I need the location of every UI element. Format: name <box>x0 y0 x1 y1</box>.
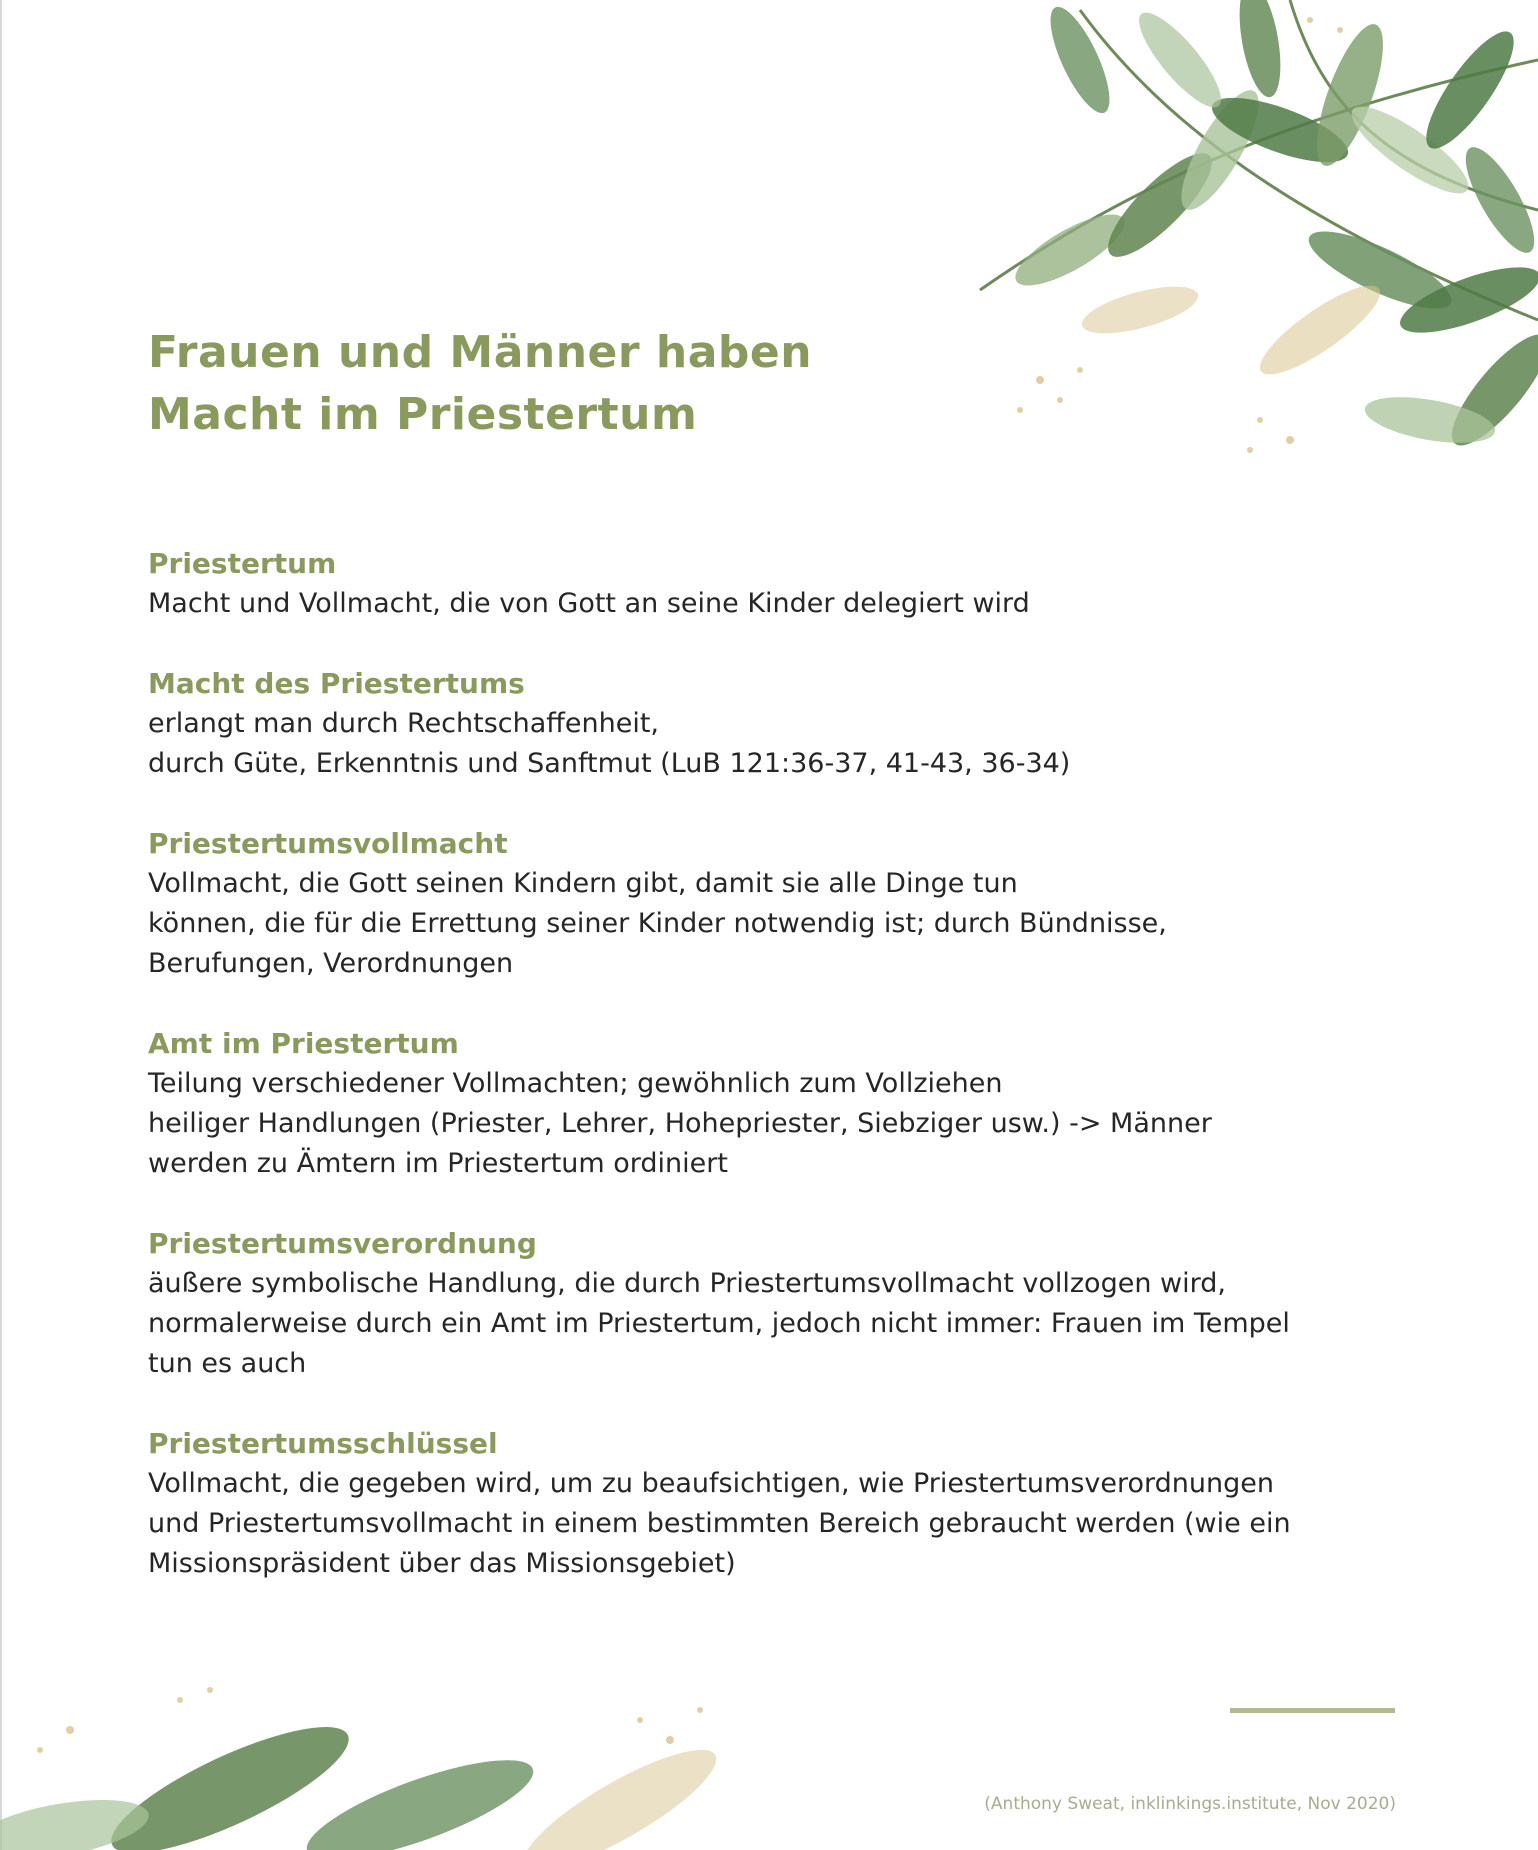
section-body-line: Macht und Vollmacht, die von Gott an seine Kinder delegiert wird <box>148 588 1030 619</box>
section-priestertumsvollmacht <box>148 824 1418 984</box>
section-body <box>148 584 1418 624</box>
section-body-line: tun es auch <box>148 1348 307 1379</box>
section-amt-im-priestertum <box>148 1024 1418 1184</box>
section-body-line: durch Güte, Erkenntnis und Sanftmut (LuB 121:36-37, 41-43, 36-34) <box>148 748 1071 779</box>
section-body-line: Missionspräsident über das Missionsgebiet) <box>148 1548 736 1579</box>
section-body-line: Berufungen, Verordnungen <box>148 948 514 979</box>
title-line-2: Macht im Priestertum <box>148 389 698 440</box>
section-priestertumsschluessel <box>148 1424 1418 1584</box>
section-heading: Macht des Priestertums <box>148 667 525 700</box>
foliage-bottom-left-illustration <box>0 1660 800 1850</box>
section-body-line: Vollmacht, die Gott seinen Kindern gibt, damit sie alle Dinge tun <box>148 868 1018 899</box>
section-body-line: Vollmacht, die gegeben wird, um zu beaufsichtigen, wie Priestertumsverordnungen <box>148 1468 1274 1499</box>
foliage-top-right-illustration <box>960 0 1538 480</box>
source-credit: (Anthony Sweat, inklinkings.institute, Nov 2020) <box>984 1794 1396 1814</box>
section-body <box>148 1464 1418 1584</box>
section-priestertum <box>148 544 1418 624</box>
section-macht-des-priestertums <box>148 664 1418 784</box>
section-priestertumsverordnung <box>148 1224 1418 1384</box>
section-body-line: äußere symbolische Handlung, die durch Priestertumsvollmacht vollzogen wird, <box>148 1268 1226 1299</box>
section-body-line: normalerweise durch ein Amt im Priestertum, jedoch nicht immer: Frauen im Tempel <box>148 1308 1290 1339</box>
section-body-line: heiliger Handlungen (Priester, Lehrer, Hohepriester, Siebziger usw.) -> Männer <box>148 1108 1212 1139</box>
section-body-line: können, die für die Errettung seiner Kinder notwendig ist; durch Bündnisse, <box>148 908 1167 939</box>
section-heading: Priestertum <box>148 547 337 580</box>
section-body <box>148 864 1418 984</box>
section-body-line: werden zu Ämtern im Priestertum ordiniert <box>148 1148 728 1179</box>
definitions-list <box>148 544 1418 1624</box>
section-body-line: und Priestertumsvollmacht in einem bestimmten Bereich gebraucht werden (wie ein <box>148 1508 1291 1539</box>
footer-divider <box>1230 1708 1395 1713</box>
section-heading: Priestertumsschlüssel <box>148 1427 498 1460</box>
section-heading: Priestertumsverordnung <box>148 1227 537 1260</box>
section-body-line: Teilung verschiedener Vollmachten; gewöhnlich zum Vollziehen <box>148 1068 1003 1099</box>
section-body <box>148 1064 1418 1184</box>
section-body-line: erlangt man durch Rechtschaffenheit, <box>148 708 660 739</box>
section-body <box>148 1264 1418 1384</box>
page-title <box>148 322 812 446</box>
section-body <box>148 704 1418 784</box>
page-edge <box>0 0 2 1850</box>
section-heading: Priestertumsvollmacht <box>148 827 508 860</box>
title-line-1: Frauen und Männer haben <box>148 327 813 378</box>
section-heading: Amt im Priestertum <box>148 1027 459 1060</box>
